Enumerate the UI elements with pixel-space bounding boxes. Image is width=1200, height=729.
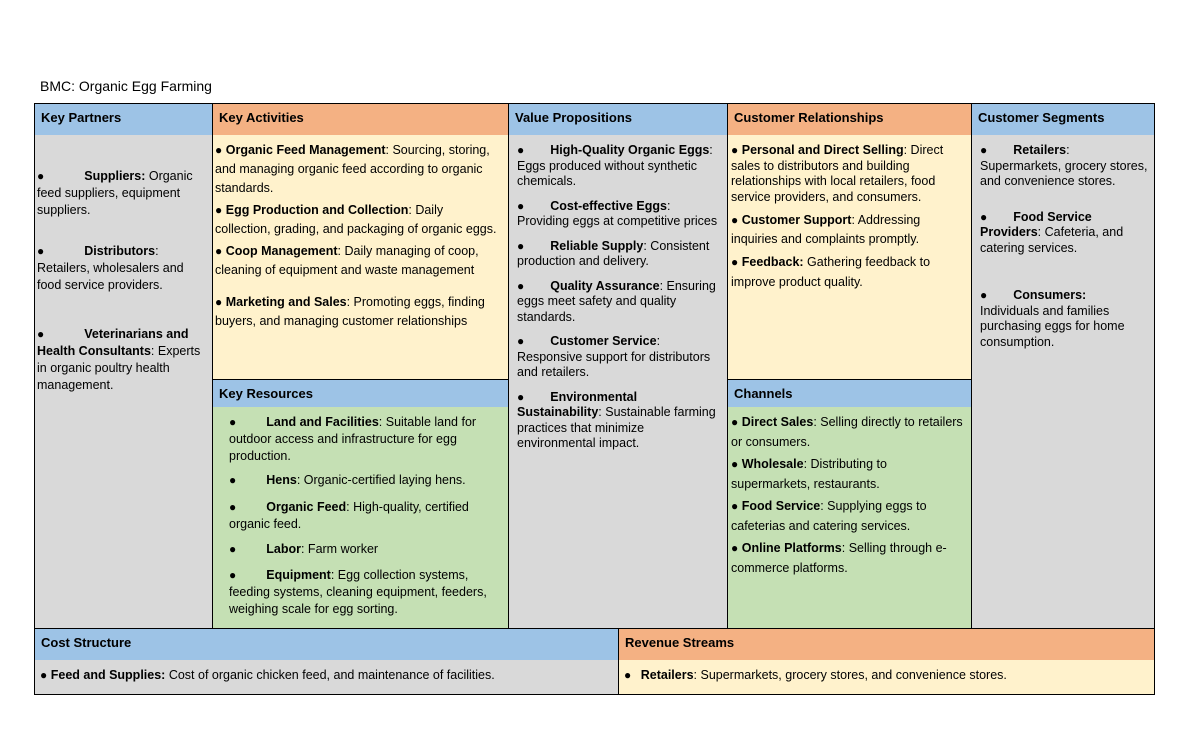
list-item — [229, 499, 502, 533]
item-title: Suppliers: — [84, 169, 146, 183]
item-text: Gathering feedback to improve product quality. — [731, 255, 931, 289]
list-item — [229, 541, 502, 558]
item-text: : Consistent production and delivery. — [517, 238, 710, 268]
item-title: Coop Management — [225, 244, 338, 258]
list-item — [980, 210, 1148, 257]
item-title: Land and Facilities — [266, 415, 379, 429]
list-item — [517, 334, 721, 381]
item-text: : Cafeteria, and catering services. — [980, 225, 1124, 255]
revenue-streams-item — [619, 660, 1154, 684]
bullet-icon: ● — [731, 143, 739, 157]
customer-segments-header: Customer Segments — [972, 104, 1154, 135]
list-item — [517, 390, 721, 452]
item-text: : High-quality, certified organic feed. — [229, 500, 469, 531]
bullet-icon: ● — [229, 568, 237, 582]
item-title: Marketing and Sales — [225, 295, 347, 309]
cost-structure-block — [34, 628, 619, 695]
list-item — [517, 199, 721, 230]
item-text: : Retailers, wholesalers and food service providers. — [37, 244, 184, 292]
item-text: : Farm worker — [300, 542, 379, 556]
item-text: : Eggs produced without synthetic chemicals. — [517, 143, 713, 188]
list-item — [517, 143, 721, 190]
bullet-icon: ● — [731, 499, 739, 513]
item-title: Direct Sales — [741, 415, 814, 429]
bullet-icon: ● — [980, 288, 988, 302]
item-title: Organic Feed — [266, 500, 347, 514]
value-propositions-header: Value Propositions — [509, 104, 727, 135]
list-item — [37, 168, 206, 219]
list-item — [731, 143, 965, 205]
list-item — [215, 201, 502, 239]
list-item — [229, 414, 502, 465]
item-text: : Sustainable farming practices that minimize environmental impact. — [517, 405, 716, 450]
list-item — [980, 288, 1148, 350]
value-propositions-block — [508, 103, 728, 629]
bullet-icon: ● — [517, 389, 525, 404]
item-title: Wholesale — [741, 457, 804, 471]
item-title: Feed and Supplies: — [50, 668, 166, 682]
item-title: Cost-effective Eggs — [550, 198, 667, 213]
channels-header: Channels — [728, 380, 971, 407]
item-text: : Supermarkets, grocery stores, and convenience stores. — [693, 668, 1007, 682]
item-title: Egg Production and Collection — [225, 203, 409, 217]
bullet-icon: ● — [517, 278, 525, 293]
item-title: Customer Support — [741, 213, 852, 227]
list-item — [731, 211, 965, 249]
key-resources-header: Key Resources — [213, 380, 508, 407]
item-text: : Supplying eggs to cafeterias and catering services. — [731, 499, 927, 533]
item-text: : Providing eggs at competitive prices — [517, 198, 718, 228]
customer-relationships-block — [727, 103, 972, 380]
list-item — [229, 472, 502, 489]
bullet-icon: ● — [731, 213, 739, 227]
customer-segments-block — [971, 103, 1155, 629]
cost-structure-header: Cost Structure — [35, 629, 618, 660]
list-item — [215, 242, 502, 280]
bullet-icon: ● — [215, 295, 223, 309]
item-text: : Responsive support for distributors and retailers. — [517, 334, 711, 379]
bullet-icon: ● — [215, 203, 223, 217]
item-text: : Daily collection, grading, and packaging of organic eggs. — [215, 203, 497, 236]
bullet-icon: ● — [731, 255, 739, 269]
bullet-icon: ● — [517, 238, 525, 253]
item-text: : Selling directly to retailers or consumers. — [731, 415, 963, 449]
item-text: : Direct sales to distributors and building relationships with local retailers, food service providers, and consumers. — [731, 143, 944, 204]
key-activities-header: Key Activities — [213, 104, 508, 135]
bullet-icon: ● — [229, 415, 237, 429]
key-activities-list — [213, 135, 508, 331]
key-resources-block — [212, 379, 509, 629]
item-title: Personal and Direct Selling — [741, 143, 904, 157]
bullet-icon: ● — [37, 327, 45, 341]
list-item — [980, 143, 1148, 190]
bullet-icon: ● — [980, 209, 988, 224]
item-title: Customer Service — [550, 334, 657, 348]
item-title: Feedback: — [741, 255, 804, 269]
cost-structure-item — [35, 660, 618, 684]
list-item — [37, 326, 206, 394]
item-title: Hens — [266, 473, 297, 487]
list-item — [517, 239, 721, 270]
item-text: : Sourcing, storing, and managing organic feed according to organic standards. — [215, 143, 490, 195]
list-item — [215, 141, 502, 198]
item-title: Retailers — [640, 668, 694, 682]
item-title: Equipment — [266, 568, 331, 582]
item-title: Retailers — [1013, 143, 1067, 157]
item-text: Organic feed suppliers, equipment suppliers. — [37, 169, 193, 217]
bullet-icon: ● — [40, 668, 48, 682]
list-item — [731, 454, 965, 494]
item-title: Distributors — [84, 244, 156, 258]
bullet-icon: ● — [229, 500, 237, 514]
list-item — [37, 243, 206, 294]
item-text: : Distributing to supermarkets, restaurants. — [731, 457, 887, 491]
key-resources-list — [213, 407, 508, 618]
bullet-icon: ● — [517, 198, 525, 213]
list-item — [731, 412, 965, 452]
item-title: Online Platforms — [741, 541, 842, 555]
item-text: : Supermarkets, grocery stores, and convenience stores. — [980, 143, 1148, 188]
item-title: Reliable Supply — [550, 238, 644, 253]
bullet-icon: ● — [229, 473, 237, 487]
bullet-icon: ● — [215, 244, 223, 258]
revenue-streams-header: Revenue Streams — [619, 629, 1154, 660]
channels-list — [728, 407, 971, 578]
value-propositions-list — [509, 135, 727, 452]
bullet-icon: ● — [517, 334, 525, 348]
bullet-icon: ● — [731, 541, 739, 555]
key-partners-block — [34, 103, 213, 629]
item-text: : Selling through e-commerce platforms. — [731, 541, 947, 575]
list-item — [215, 293, 502, 331]
key-activities-block — [212, 103, 509, 380]
key-partners-list — [35, 135, 212, 394]
item-title: High-Quality Organic Eggs — [550, 143, 710, 157]
list-item — [731, 538, 965, 578]
item-text: Cost of organic chicken feed, and maintenance of facilities. — [165, 668, 495, 682]
item-text: : Organic-certified laying hens. — [296, 473, 466, 487]
item-text: : Egg collection systems, feeding systems, cleaning equipment, feeders, weighing scale for egg sorting. — [229, 568, 487, 616]
bullet-icon: ● — [215, 143, 223, 157]
bullet-icon: ● — [229, 542, 237, 556]
item-title: Organic Feed Management — [225, 143, 386, 157]
item-text: : Experts in organic poultry health management. — [37, 344, 201, 392]
item-text: : Suitable land for outdoor access and infrastructure for egg production. — [229, 415, 477, 463]
item-text: : Ensuring eggs meet safety and quality standards. — [517, 278, 716, 324]
item-text: : Addressing inquiries and complaints promptly. — [731, 213, 921, 246]
item-title: Consumers: — [1013, 288, 1087, 302]
bullet-icon: ● — [624, 668, 632, 682]
key-partners-header: Key Partners — [35, 104, 212, 135]
bullet-icon: ● — [980, 143, 988, 157]
bullet-icon: ● — [37, 169, 45, 183]
bullet-icon: ● — [517, 143, 525, 157]
bullet-icon: ● — [731, 415, 739, 429]
item-title: Veterinarians and Health Consultants — [37, 327, 189, 358]
revenue-streams-block — [618, 628, 1155, 695]
page-title: BMC: Organic Egg Farming — [40, 78, 212, 94]
customer-relationships-list — [728, 135, 971, 292]
list-item — [517, 279, 721, 326]
list-item — [731, 496, 965, 536]
item-text: : Daily managing of coop, cleaning of equipment and waste management — [215, 244, 479, 277]
item-title: Labor — [266, 542, 301, 556]
item-title: Environmental Sustainability — [517, 389, 638, 419]
bullet-icon: ● — [731, 457, 739, 471]
bullet-icon: ● — [37, 244, 45, 258]
item-text: Individuals and families purchasing eggs for home consumption. — [980, 303, 1125, 349]
customer-segments-list — [972, 135, 1154, 350]
item-title: Quality Assurance — [550, 278, 660, 293]
item-text: : Promoting eggs, finding buyers, and managing customer relationships — [215, 295, 485, 328]
customer-relationships-header: Customer Relationships — [728, 104, 971, 135]
list-item — [229, 567, 502, 618]
item-title: Food Service — [741, 499, 821, 513]
channels-block — [727, 379, 972, 629]
item-title: Food Service Providers — [980, 209, 1092, 239]
list-item — [731, 252, 965, 292]
